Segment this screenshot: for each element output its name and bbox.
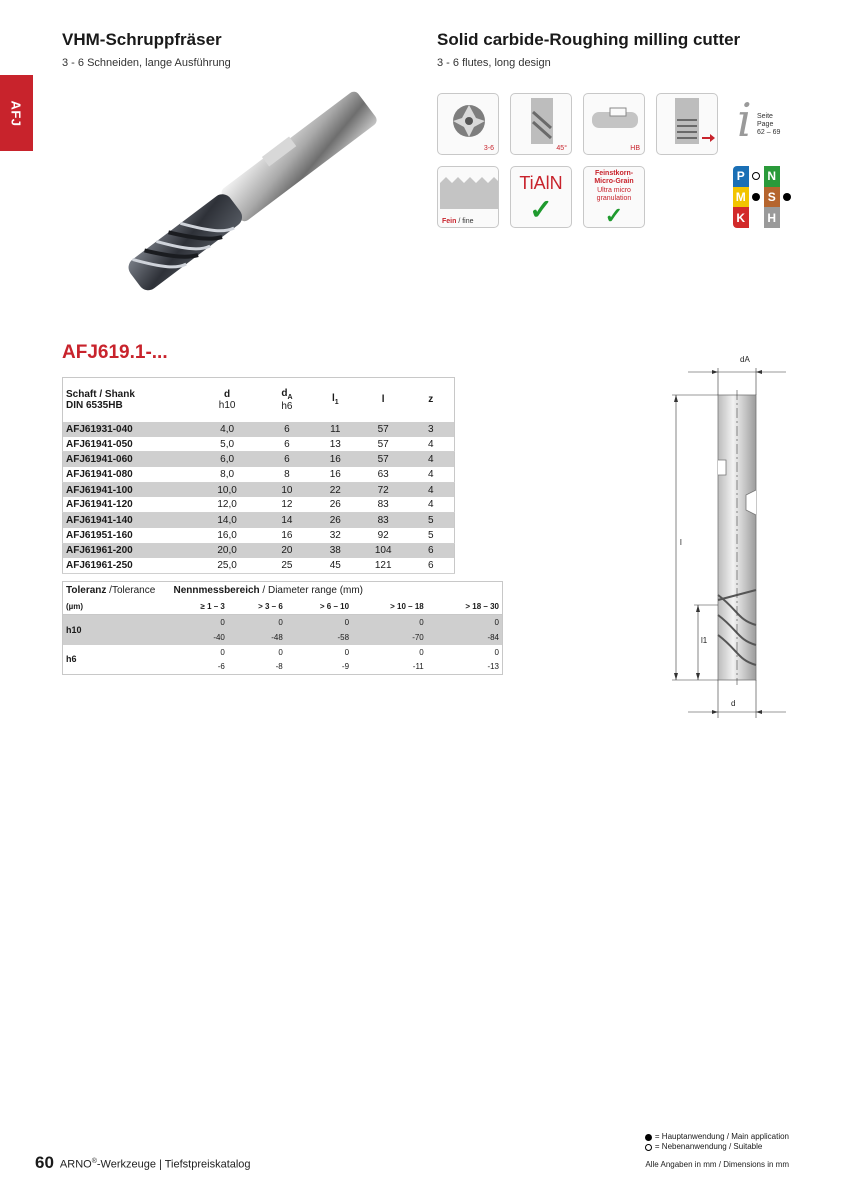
tolerance-unit: (µm): [63, 600, 171, 615]
catalog-name: ARNO®-Werkzeuge | Tiefstpreiskatalog: [59, 1158, 251, 1171]
cell-code: AFJ61961-250: [63, 558, 193, 573]
cell-dA: 25: [262, 558, 312, 573]
cell-z: 5: [408, 513, 455, 528]
check-icon: ✓: [529, 194, 553, 225]
cell-d: 5,0: [192, 437, 262, 452]
shank-type-value: HB: [630, 145, 640, 152]
cell-d: 12,0: [192, 497, 262, 512]
cell-code: AFJ61941-100: [63, 482, 193, 497]
cell-dA: 6: [262, 437, 312, 452]
cell-d: 8,0: [192, 467, 262, 482]
empty-circle-icon: [752, 172, 760, 180]
tolerance-class: h10: [63, 615, 171, 645]
cell-l: 104: [359, 543, 408, 558]
tolerance-value: 0: [344, 647, 350, 657]
material-cell: K: [733, 207, 749, 228]
rotation-icon: [656, 93, 718, 155]
units-note: Alle Angaben in mm / Dimensions in mm: [645, 1160, 789, 1169]
tolerance-value: -58: [286, 630, 352, 645]
dimension-l1: l1: [701, 636, 708, 645]
cell-dA: 10: [262, 482, 312, 497]
cell-code: AFJ61941-140: [63, 513, 193, 528]
tolerance-value: -84: [427, 630, 503, 645]
tolerance-value: -11: [412, 662, 424, 672]
cell-z: 4: [408, 452, 455, 467]
cell-d: 14,0: [192, 513, 262, 528]
cell-l1: 13: [312, 437, 359, 452]
cell-d: 6,0: [192, 452, 262, 467]
cell-l1: 16: [312, 467, 359, 482]
filled-dot-icon: [752, 193, 760, 201]
header-shank: Schaft / Shank DIN 6535HB: [66, 388, 135, 411]
feature-icons: [437, 93, 792, 228]
product-table: [62, 377, 455, 574]
cell-d: 10,0: [192, 482, 262, 497]
flutes-icon: [437, 93, 499, 155]
tolerance-value: -9: [341, 662, 350, 672]
helix-angle-value: 45°: [556, 145, 567, 152]
tolerance-value: 0: [171, 615, 228, 630]
range-header: > 3 – 6: [228, 600, 286, 615]
table-row: [63, 437, 455, 452]
subtitle-english: 3 - 6 flutes, long design: [437, 57, 551, 69]
subtitle-german: 3 - 6 Schneiden, lange Ausführung: [62, 57, 231, 69]
range-header: > 18 – 30: [427, 600, 503, 615]
footer: [35, 1153, 251, 1173]
table-row: [63, 482, 455, 497]
grain-label-en2: granulation: [596, 195, 632, 202]
tolerance-value: -70: [352, 630, 427, 645]
cell-l: 83: [359, 513, 408, 528]
cell-l: 57: [359, 422, 408, 437]
cell-code: AFJ61931-040: [63, 422, 193, 437]
application-legend: [645, 1132, 789, 1152]
cell-l1: 32: [312, 528, 359, 543]
profile-label-en: / fine: [456, 218, 474, 225]
section-tab: [0, 75, 33, 151]
cell-l1: 22: [312, 482, 359, 497]
cell-dA: 6: [262, 422, 312, 437]
fine-profile-icon: [437, 166, 499, 228]
cell-l1: 45: [312, 558, 359, 573]
tolerance-value: -48: [228, 630, 286, 645]
material-cell: M: [733, 187, 749, 208]
cell-l1: 38: [312, 543, 359, 558]
tolerance-value: 0: [228, 615, 286, 630]
tolerance-value: 0: [220, 647, 225, 657]
diameter-range-label: Nennmessbereich / Diameter range (mm): [173, 585, 364, 597]
dimension-d: d: [731, 699, 736, 708]
shank-type-icon: [583, 93, 645, 155]
cell-d: 16,0: [192, 528, 262, 543]
cell-l: 57: [359, 437, 408, 452]
cell-l: 57: [359, 452, 408, 467]
info-page-range: 62 – 69: [757, 129, 781, 136]
tolerance-value: 0: [286, 615, 352, 630]
material-cell: H: [764, 207, 780, 228]
cell-z: 4: [408, 467, 455, 482]
range-header: > 6 – 10: [286, 600, 352, 615]
tolerance-value: 0: [494, 647, 499, 657]
grain-label-de: Feinstkorn-: [594, 170, 634, 177]
legend-secondary: = Nebenanwendung / Suitable: [654, 1142, 763, 1151]
cell-z: 3: [408, 422, 455, 437]
material-marker: [749, 207, 765, 228]
tolerance-value: 0: [352, 615, 427, 630]
tolerance-value: -8: [275, 662, 283, 672]
cell-l: 63: [359, 467, 408, 482]
info-page-icon: [729, 93, 791, 155]
dimension-da: dA: [740, 355, 750, 364]
cell-z: 4: [408, 497, 455, 512]
flutes-count: 3-6: [483, 145, 494, 152]
cell-code: AFJ61951-160: [63, 528, 193, 543]
filled-dot-icon: [783, 193, 791, 201]
cell-l: 121: [359, 558, 408, 573]
table-row: [63, 497, 455, 512]
cell-code: AFJ61941-120: [63, 497, 193, 512]
coating-icon: [510, 166, 572, 228]
cell-l1: 16: [312, 452, 359, 467]
cell-l1: 26: [312, 497, 359, 512]
header-z: z: [428, 394, 434, 406]
grain-label-micro: Micro-Grain: [594, 178, 634, 185]
table-row: [63, 528, 455, 543]
cell-code: AFJ61941-060: [63, 452, 193, 467]
cell-l: 72: [359, 482, 408, 497]
tolerance-row: [63, 615, 503, 630]
material-cell: S: [764, 187, 780, 208]
material-marker: [780, 166, 796, 187]
cell-z: 6: [408, 558, 455, 573]
cell-code: AFJ61941-050: [63, 437, 193, 452]
title-german: VHM-Schruppfräser: [62, 30, 222, 49]
tolerance-value: -40: [171, 630, 228, 645]
tolerance-value: 0: [427, 615, 503, 630]
cell-l1: 26: [312, 513, 359, 528]
material-grid: [733, 166, 795, 228]
section-tab-label: AFJ: [9, 99, 24, 127]
info-letter: i: [737, 93, 752, 147]
material-marker: [749, 166, 765, 187]
title-english: Solid carbide-Roughing milling cutter: [437, 30, 741, 49]
grain-label-en1: Ultra micro: [597, 187, 631, 194]
material-cell: N: [764, 166, 780, 187]
empty-circle-icon: [645, 1144, 652, 1151]
header-d: d h10: [218, 388, 236, 411]
product-code: AFJ619.1-...: [62, 342, 168, 363]
cell-code: AFJ61941-080: [63, 467, 193, 482]
info-page-label: Seite Page: [757, 113, 774, 128]
cell-z: 4: [408, 482, 455, 497]
tolerance-value: 0: [419, 647, 424, 657]
header-da: $d_A$ h6: [281, 387, 293, 412]
cell-dA: 14: [262, 513, 312, 528]
cell-d: 4,0: [192, 422, 262, 437]
product-photo: [78, 90, 398, 310]
cell-dA: 20: [262, 543, 312, 558]
table-row: [63, 467, 455, 482]
coating-label: TiAlN: [519, 173, 563, 193]
helix-angle-icon: [510, 93, 572, 155]
cell-z: 4: [408, 437, 455, 452]
material-marker: [780, 207, 796, 228]
tolerance-class: h6: [66, 654, 77, 665]
range-header: ≥ 1 – 3: [171, 600, 228, 615]
cell-l: 83: [359, 497, 408, 512]
cell-dA: 8: [262, 467, 312, 482]
cell-z: 6: [408, 543, 455, 558]
table-row: [63, 452, 455, 467]
tolerance-row: [63, 645, 503, 660]
dimension-l: l: [680, 538, 682, 547]
page-number: 60: [35, 1153, 54, 1172]
technical-drawing: [668, 350, 788, 720]
cell-dA: 16: [262, 528, 312, 543]
legend-main: = Hauptanwendung / Main application: [654, 1132, 789, 1141]
range-header: > 10 – 18: [352, 600, 427, 615]
profile-label: Fein: [442, 218, 457, 225]
cell-l: 92: [359, 528, 408, 543]
material-marker: [780, 187, 796, 208]
cell-d: 25,0: [192, 558, 262, 573]
header-l1: $l_1$: [331, 393, 339, 407]
check-icon: ✓: [604, 203, 624, 228]
tolerance-table: [62, 581, 503, 675]
cell-code: AFJ61961-200: [63, 543, 193, 558]
filled-dot-icon: [645, 1134, 652, 1141]
table-row: [63, 558, 455, 573]
table-row: [63, 422, 455, 437]
tolerance-value: -13: [487, 662, 499, 672]
cell-d: 20,0: [192, 543, 262, 558]
header-l: l: [381, 394, 385, 406]
cell-dA: 6: [262, 452, 312, 467]
tolerance-value: 0: [278, 647, 283, 657]
tolerance-value: -6: [217, 662, 225, 672]
cell-dA: 12: [262, 497, 312, 512]
tolerance-label: Toleranz /Tolerance: [66, 585, 156, 597]
grain-icon: [583, 166, 645, 228]
material-cell: P: [733, 166, 749, 187]
cell-z: 5: [408, 528, 455, 543]
material-marker: [749, 187, 765, 208]
table-row: [63, 513, 455, 528]
table-row: [63, 543, 455, 558]
cell-l1: 11: [312, 422, 359, 437]
